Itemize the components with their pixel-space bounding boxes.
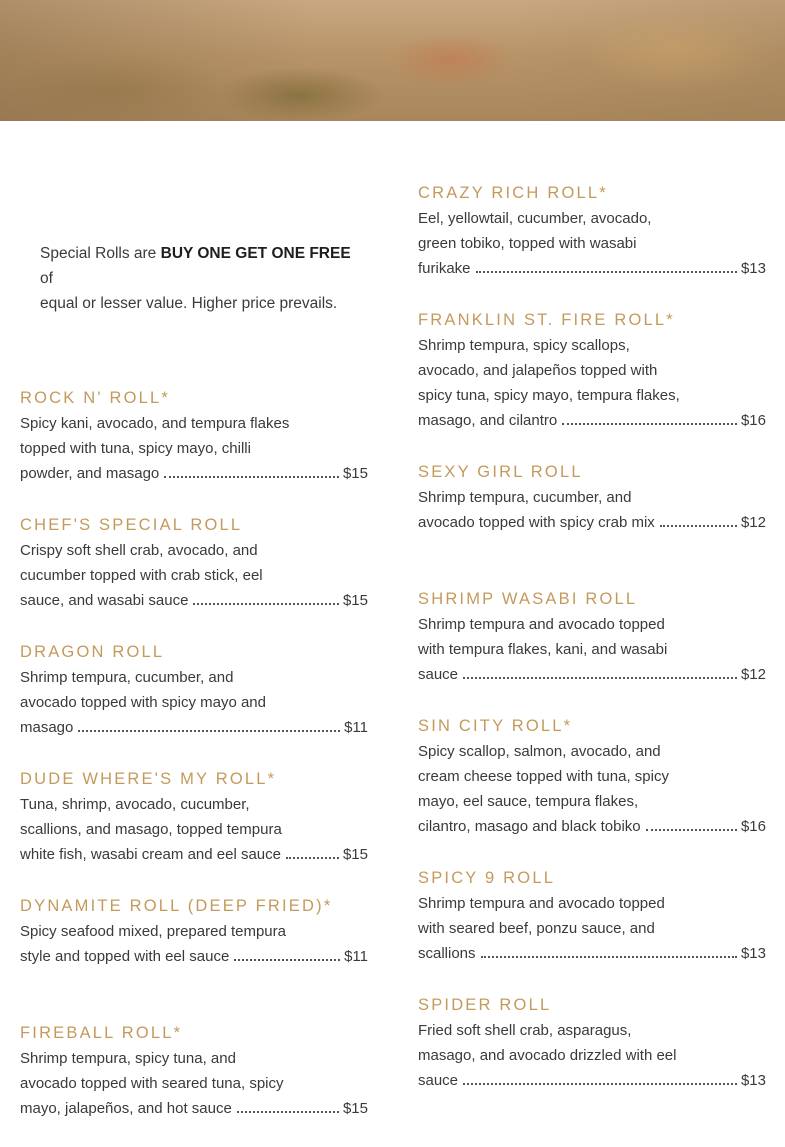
menu-item-price: $16 xyxy=(740,412,766,429)
promo-note xyxy=(40,241,360,316)
menu-item xyxy=(418,713,766,865)
description-text: Spicy kani, avocado, and tempura flakes xyxy=(20,415,290,432)
dot-leader xyxy=(286,845,339,859)
menu-item-description xyxy=(418,206,766,281)
menu-item-price: $12 xyxy=(740,666,766,683)
description-line xyxy=(20,538,368,563)
menu-item-name: SEXY GIRL ROLL xyxy=(418,463,583,481)
description-line xyxy=(20,436,368,461)
menu-item-name: DRAGON ROLL xyxy=(20,643,165,661)
description-line xyxy=(20,817,368,842)
description-line xyxy=(418,485,766,510)
menu-item xyxy=(20,639,368,766)
description-line xyxy=(20,1096,368,1121)
description-text: scallions, and masago, topped tempura xyxy=(20,821,282,838)
description-line xyxy=(418,1068,766,1093)
description-line xyxy=(418,510,766,535)
description-text: Shrimp tempura, spicy scallops, xyxy=(418,337,630,354)
description-line xyxy=(20,715,368,740)
menu-item-price: $11 xyxy=(344,948,368,965)
description-line xyxy=(418,612,766,637)
description-line xyxy=(418,789,766,814)
description-line xyxy=(418,739,766,764)
menu-item xyxy=(20,893,368,1020)
description-line xyxy=(418,383,766,408)
description-text: Spicy scallop, salmon, avocado, and xyxy=(418,743,661,760)
menu-item xyxy=(20,512,368,639)
menu-item-price: $16 xyxy=(740,818,766,835)
menu-item xyxy=(418,865,766,992)
menu-item xyxy=(20,766,368,893)
dot-leader xyxy=(476,259,737,273)
menu-item-description xyxy=(20,919,368,969)
menu-item-name: DUDE WHERE'S MY ROLL* xyxy=(20,770,277,788)
description-text: with seared beef, ponzu sauce, and xyxy=(418,920,655,937)
menu-item-name: SIN CITY ROLL* xyxy=(418,717,573,735)
menu-item-price: $13 xyxy=(740,945,766,962)
dot-leader xyxy=(481,944,737,958)
menu-item-description xyxy=(20,1046,368,1121)
description-text: white fish, wasabi cream and eel sauce xyxy=(20,846,281,863)
description-text: avocado topped with spicy mayo and xyxy=(20,694,266,711)
promo-prefix: Special Rolls are xyxy=(40,245,157,262)
description-text: cream cheese topped with tuna, spicy xyxy=(418,768,669,785)
menu-item-description xyxy=(20,538,368,613)
menu-item-price: $13 xyxy=(740,1072,766,1089)
menu-item-name: SHRIMP WASABI ROLL xyxy=(418,590,638,608)
dot-leader xyxy=(660,513,737,527)
dot-leader xyxy=(562,411,737,425)
description-line xyxy=(20,411,368,436)
promo-line2: equal or lesser value. Higher price prevails. xyxy=(40,295,338,312)
description-line xyxy=(418,662,766,687)
menu-item xyxy=(418,586,766,713)
menu-item xyxy=(20,1020,368,1147)
description-line xyxy=(20,1046,368,1071)
description-text: style and topped with eel sauce xyxy=(20,948,230,965)
menu-item xyxy=(418,992,766,1119)
description-line xyxy=(418,256,766,281)
menu-item-description xyxy=(418,739,766,839)
menu-item-description xyxy=(20,411,368,486)
description-text: Shrimp tempura and avocado topped xyxy=(418,895,665,912)
menu-item-description xyxy=(418,333,766,433)
menu-item-price: $15 xyxy=(342,592,368,609)
description-line xyxy=(418,1018,766,1043)
menu-item-name: FIREBALL ROLL* xyxy=(20,1024,183,1042)
description-line xyxy=(418,637,766,662)
description-text: powder, and masago xyxy=(20,465,160,482)
description-text: topped with tuna, spicy mayo, chilli xyxy=(20,440,251,457)
description-line xyxy=(20,665,368,690)
menu-item-description xyxy=(20,792,368,867)
description-line xyxy=(20,563,368,588)
menu-item-description xyxy=(418,891,766,966)
menu-item-name: FRANKLIN ST. FIRE ROLL* xyxy=(418,311,675,329)
description-line xyxy=(20,690,368,715)
description-line xyxy=(418,891,766,916)
menu-item-description xyxy=(418,1018,766,1093)
description-text: avocado topped with seared tuna, spicy xyxy=(20,1075,284,1092)
menu-item-name: CRAZY RICH ROLL* xyxy=(418,184,608,202)
dot-leader xyxy=(234,947,340,961)
description-text: mayo, eel sauce, tempura flakes, xyxy=(418,793,639,810)
description-line xyxy=(418,764,766,789)
menu-column-right xyxy=(418,180,766,1119)
menu-column-left xyxy=(20,385,368,1147)
description-line xyxy=(20,588,368,613)
description-text: furikake xyxy=(418,260,471,277)
description-text: Shrimp tempura, cucumber, and xyxy=(20,669,234,686)
menu-item-price: $15 xyxy=(342,465,368,482)
menu-item xyxy=(418,459,766,586)
description-text: Tuna, shrimp, avocado, cucumber, xyxy=(20,796,250,813)
menu-item-description xyxy=(20,665,368,740)
dot-leader xyxy=(463,1071,737,1085)
menu-item xyxy=(418,307,766,459)
description-text: Spicy seafood mixed, prepared tempura xyxy=(20,923,286,940)
description-line xyxy=(20,792,368,817)
menu-item-name: CHEF'S SPECIAL ROLL xyxy=(20,516,243,534)
description-text: spicy tuna, spicy mayo, tempura flakes, xyxy=(418,387,680,404)
description-text: with tempura flakes, kani, and wasabi xyxy=(418,641,668,658)
description-text: cucumber topped with crab stick, eel xyxy=(20,567,263,584)
promo-suffix: of xyxy=(40,270,53,287)
description-text: Shrimp tempura, spicy tuna, and xyxy=(20,1050,236,1067)
dot-leader xyxy=(237,1099,339,1113)
menu-item-price: $12 xyxy=(740,514,766,531)
description-text: sauce xyxy=(418,666,459,683)
description-line xyxy=(418,916,766,941)
description-text: green tobiko, topped with wasabi xyxy=(418,235,637,252)
description-line xyxy=(418,1043,766,1068)
dot-leader xyxy=(463,665,737,679)
description-line xyxy=(418,333,766,358)
description-line xyxy=(418,206,766,231)
description-line xyxy=(20,1071,368,1096)
dot-leader xyxy=(78,718,340,732)
description-line xyxy=(20,944,368,969)
menu-item-price: $11 xyxy=(344,719,368,736)
description-text: masago, and avocado drizzled with eel xyxy=(418,1047,677,1064)
description-text: Eel, yellowtail, cucumber, avocado, xyxy=(418,210,652,227)
description-text: avocado topped with spicy crab mix xyxy=(418,514,655,531)
dot-leader xyxy=(646,817,737,831)
description-text: masago xyxy=(20,719,74,736)
menu-item-name: DYNAMITE ROLL (DEEP FRIED)* xyxy=(20,897,333,915)
dot-leader xyxy=(164,464,339,478)
description-line xyxy=(20,919,368,944)
description-line xyxy=(418,408,766,433)
promo-bold: BUY ONE GET ONE FREE xyxy=(160,245,351,262)
menu-item-name: SPIDER ROLL xyxy=(418,996,552,1014)
description-line xyxy=(20,842,368,867)
description-line xyxy=(418,358,766,383)
menu-item-name: ROCK N' ROLL* xyxy=(20,389,171,407)
description-text: mayo, jalapeños, and hot sauce xyxy=(20,1100,232,1117)
description-line xyxy=(418,941,766,966)
description-text: Shrimp tempura, cucumber, and xyxy=(418,489,632,506)
menu-item-price: $15 xyxy=(342,1100,368,1117)
header-photo-shade xyxy=(0,0,785,121)
description-text: scallions xyxy=(418,945,476,962)
description-line xyxy=(20,461,368,486)
description-text: cilantro, masago and black tobiko xyxy=(418,818,641,835)
menu-item-name: SPICY 9 ROLL xyxy=(418,869,556,887)
menu-item-description xyxy=(418,612,766,687)
description-text: Crispy soft shell crab, avocado, and xyxy=(20,542,258,559)
menu-item-price: $15 xyxy=(342,846,368,863)
menu-item xyxy=(418,180,766,307)
description-text: sauce xyxy=(418,1072,459,1089)
description-text: Fried soft shell crab, asparagus, xyxy=(418,1022,632,1039)
menu-item-price: $13 xyxy=(740,260,766,277)
menu-item-description xyxy=(418,485,766,535)
description-line xyxy=(418,814,766,839)
description-text: Shrimp tempura and avocado topped xyxy=(418,616,665,633)
description-text: sauce, and wasabi sauce xyxy=(20,592,189,609)
dot-leader xyxy=(193,591,339,605)
menu-item xyxy=(20,385,368,512)
description-line xyxy=(418,231,766,256)
description-text: avocado, and jalapeños topped with xyxy=(418,362,658,379)
description-text: masago, and cilantro xyxy=(418,412,558,429)
